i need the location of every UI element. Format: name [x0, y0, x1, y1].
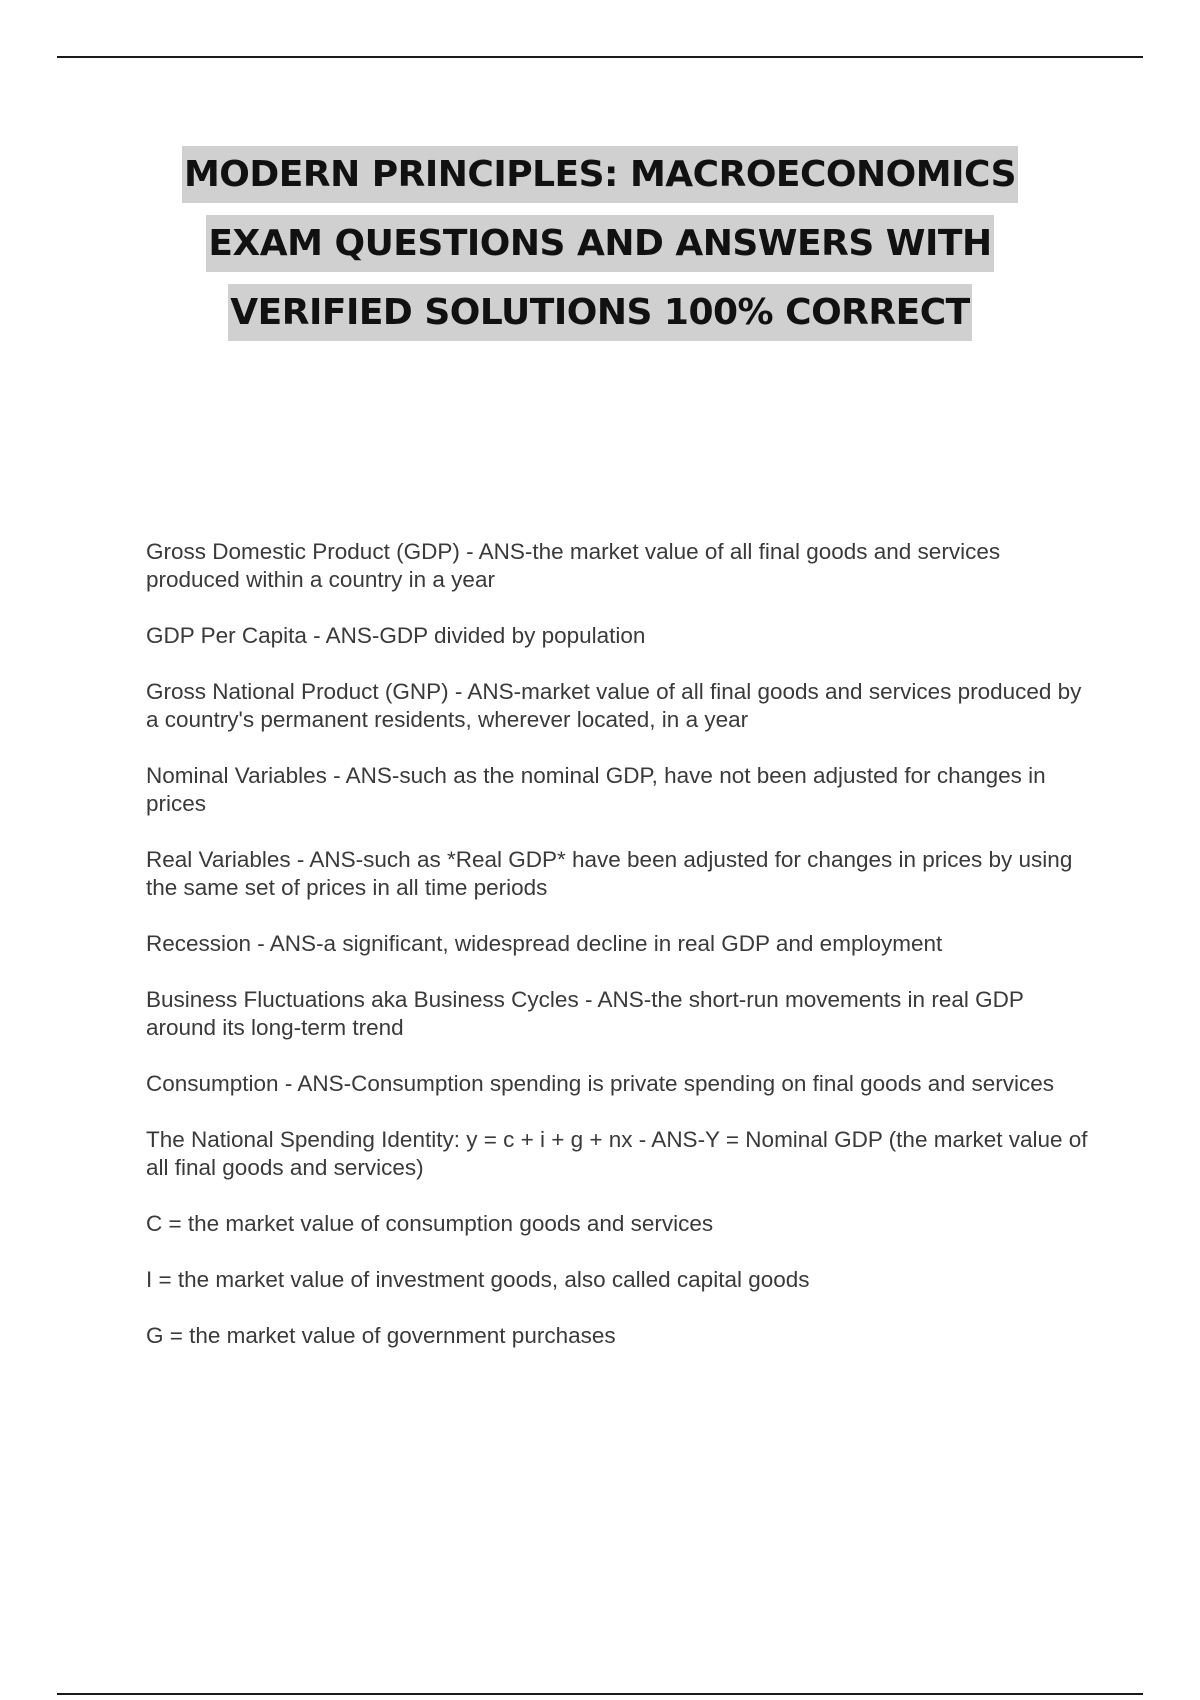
qa-list — [146, 538, 1096, 1378]
title-line-3: VERIFIED SOLUTIONS 100% CORRECT — [228, 284, 971, 341]
qa-entry-gdp: Gross Domestic Product (GDP) - ANS-the market value of all final goods and services produced within a country in a year — [146, 539, 1001, 592]
title-line-1: MODERN PRINCIPLES: MACROECONOMICS — [182, 146, 1018, 203]
qa-entry-c-definition: C = the market value of consumption goods and services — [146, 1211, 714, 1236]
qa-entry-real-variables: Real Variables - ANS-such as *Real GDP* have been adjusted for changes in prices by using the same set of prices in all time periods — [146, 847, 1073, 900]
top-rule — [57, 56, 1143, 58]
qa-entry-national-spending-identity: The National Spending Identity: y = c + i + g + nx - ANS-Y = Nominal GDP (the market value of all final goods and services) — [146, 1127, 1088, 1180]
title-line-2: EXAM QUESTIONS AND ANSWERS WITH — [206, 215, 993, 272]
qa-entry-consumption: Consumption - ANS-Consumption spending is private spending on final goods and services — [146, 1071, 1055, 1096]
document-title — [60, 146, 1140, 353]
qa-entry-gnp: Gross National Product (GNP) - ANS-market value of all final goods and services produced by a country's permanent residents, wherever located, in a year — [146, 679, 1082, 732]
qa-entry-i-definition: I = the market value of investment goods, also called capital goods — [146, 1267, 810, 1292]
qa-entry-gdp-per-capita: GDP Per Capita - ANS-GDP divided by population — [146, 623, 646, 648]
qa-entry-nominal-variables: Nominal Variables - ANS-such as the nominal GDP, have not been adjusted for changes in prices — [146, 763, 1046, 816]
qa-entry-g-definition: G = the market value of government purchases — [146, 1323, 616, 1348]
qa-entry-recession: Recession - ANS-a significant, widespread decline in real GDP and employment — [146, 931, 943, 956]
bottom-rule — [57, 1693, 1143, 1695]
qa-entry-business-fluctuations: Business Fluctuations aka Business Cycles - ANS-the short-run movements in real GDP around its long-term trend — [146, 987, 1024, 1040]
